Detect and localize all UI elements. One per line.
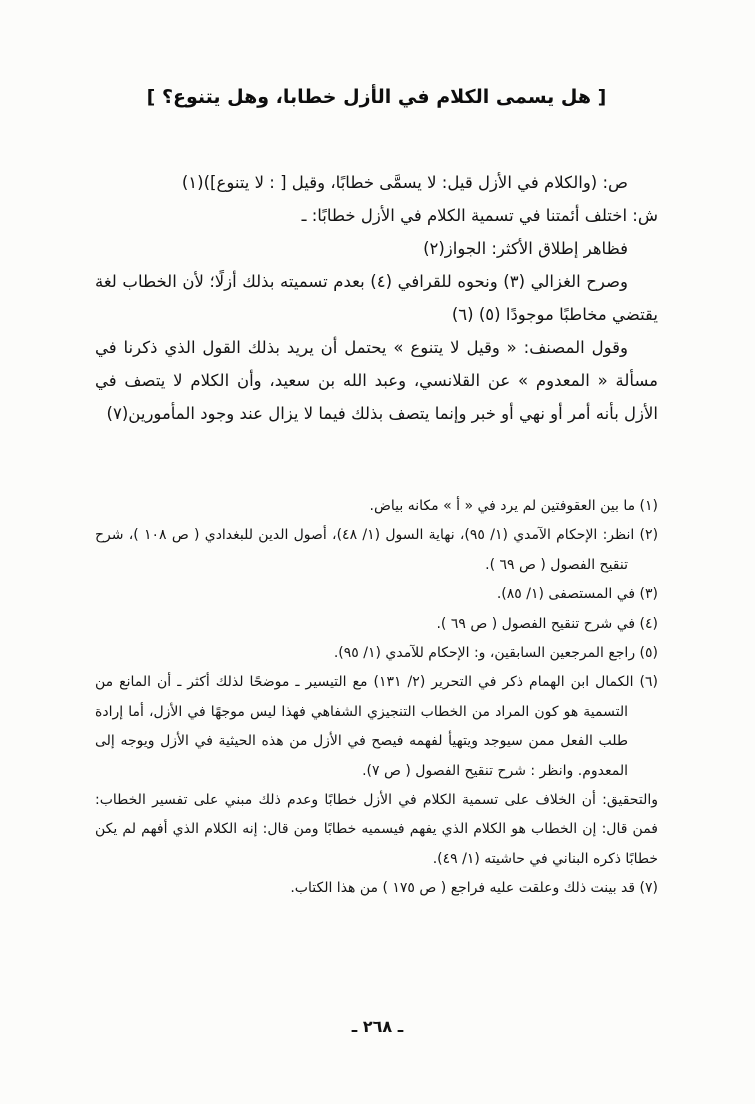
footnotes-section [95, 492, 658, 903]
body-paragraph: وصرح الغزالي (٣) ونحوه للقرافي (٤) بعدم تسميته بذلك أزلًا؛ لأن الخطاب لغة يقتضي مخاطبًا موجودًا (٥) (٦) [95, 272, 658, 324]
page-title: [ هل يسمى الكلام في الأزل خطابا، وهل يتنوع؟ ] [146, 86, 607, 108]
footnote-1: (١) ما بين العقوفتين لم يرد في « أ » مكانه بياض. [369, 498, 658, 514]
footnote-6: (٦) الكمال ابن الهمام ذكر في التحرير (٢/ ١٣١) مع التيسير ـ موضحًا لذلك أكثر ـ أن المانع من التسمية هو كون المراد من الخطاب التنجيزي الشفاهي فهذا ليس موجهًا في الأزل، أما إرادة طلب الفعل ممن سيوجد ويتهيأ لفهمه فيصح في الأزل من هذه الحيثية في الأزل ويوجه إلى المعدوم. وانظر : شرح تنقيح الفصول ( ص ٧). [95, 674, 658, 779]
main-text [95, 166, 658, 430]
body-paragraph-sharh: ش: اختلف أئمتنا في تسمية الكلام في الأزل خطابًا: ـ [301, 206, 658, 225]
footnote-5: (٥) راجع المرجعين السابقين، و: الإحكام للآمدي (١/ ٩٥). [333, 644, 658, 661]
footnote-7: (٧) قد بينت ذلك وعلقت عليه فراجع ( ص ١٧٥ ) من هذا الكتاب. [290, 880, 658, 897]
page-number: ـ ٢٦٨ ـ [351, 1017, 404, 1036]
body-paragraph: فظاهر إطلاق الأكثر: الجواز(٢) [423, 239, 628, 258]
body-paragraph: وقول المصنف: « وقيل لا يتنوع » يحتمل أن يريد بذلك القول الذي ذكرنا في مسألة « المعدوم » عن القلانسي، وعبد الله بن سعيد، وأن الكلام لا يتصف في الأزل بأنه أمر أو نهي أو خبر وإنما يتصف بذلك فيما لا يزال عند وجود المأمورين(٧) [95, 338, 658, 423]
footnote-4: (٤) في شرح تنقيح الفصول ( ص ٦٩ ). [436, 615, 658, 632]
footnote-6-continuation: والتحقيق: أن الخلاف على تسمية الكلام في الأزل خطابًا وعدم ذلك مبني على تفسير الخطاب: فمن قال: إن الخطاب هو الكلام الذي يفهم فيسميه خطابًا ومن قال: إنه الكلام الذي أفهم لم يكن خطابًا ذكره البناني في حاشيته (١/ ٤٩). [95, 791, 658, 867]
footnote-3: (٣) في المستصفى (١/ ٨٥). [496, 586, 658, 603]
body-paragraph-matn: ص: (والكلام في الأزل قيل: لا يسمَّى خطابًا، وقيل [ : لا يتنوع])(١) [181, 173, 628, 192]
footnote-2: (٢) انظر: الإحكام الآمدي (١/ ٩٥)، نهاية السول (١/ ٤٨)، أصول الدين للبغدادي ( ص ١٠٨ )، شرح تنقيح الفصول ( ص ٦٩ ). [95, 527, 659, 573]
